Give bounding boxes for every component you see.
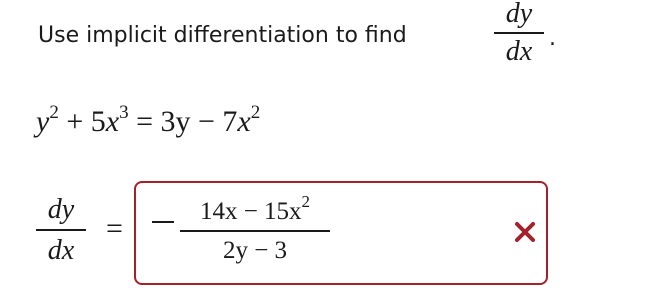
equation-term: y bbox=[36, 105, 50, 138]
equation-term: x bbox=[237, 105, 251, 138]
answer-numerator-text: 14x − 15x bbox=[199, 198, 302, 225]
equation-exponent: 2 bbox=[49, 102, 59, 123]
question-prompt bbox=[38, 22, 407, 50]
answer-denominator[interactable]: 2y − 3 bbox=[222, 237, 288, 264]
fraction-bar bbox=[180, 230, 330, 232]
equation-term: x bbox=[105, 105, 120, 138]
given-equation bbox=[36, 104, 260, 144]
derivative-fraction bbox=[494, 0, 544, 66]
equation-operator: + 5 bbox=[58, 105, 106, 138]
answer-label-denominator: dx bbox=[47, 235, 75, 266]
answer-label-fraction bbox=[36, 196, 86, 265]
equation-exponent: 2 bbox=[250, 102, 261, 123]
derivative-denominator: dx bbox=[505, 36, 533, 67]
answer-fraction[interactable] bbox=[180, 192, 330, 264]
prompt-period: . bbox=[549, 26, 556, 51]
answer-numerator-exponent: 2 bbox=[301, 192, 311, 211]
equals-sign: = bbox=[106, 212, 123, 245]
prompt-text: Use implicit differentiation to find bbox=[38, 23, 407, 48]
answer-input-box[interactable] bbox=[134, 181, 548, 285]
answer-numerator[interactable] bbox=[180, 192, 330, 225]
equation-exponent: 3 bbox=[119, 102, 129, 123]
answer-label-numerator: dy bbox=[47, 194, 75, 225]
fraction-bar bbox=[494, 32, 544, 34]
x-mark-icon bbox=[514, 221, 536, 243]
derivative-numerator: dy bbox=[505, 0, 533, 29]
equation-operator: = 3y − 7 bbox=[128, 105, 238, 138]
negative-sign bbox=[152, 221, 174, 223]
fraction-bar bbox=[36, 229, 86, 231]
